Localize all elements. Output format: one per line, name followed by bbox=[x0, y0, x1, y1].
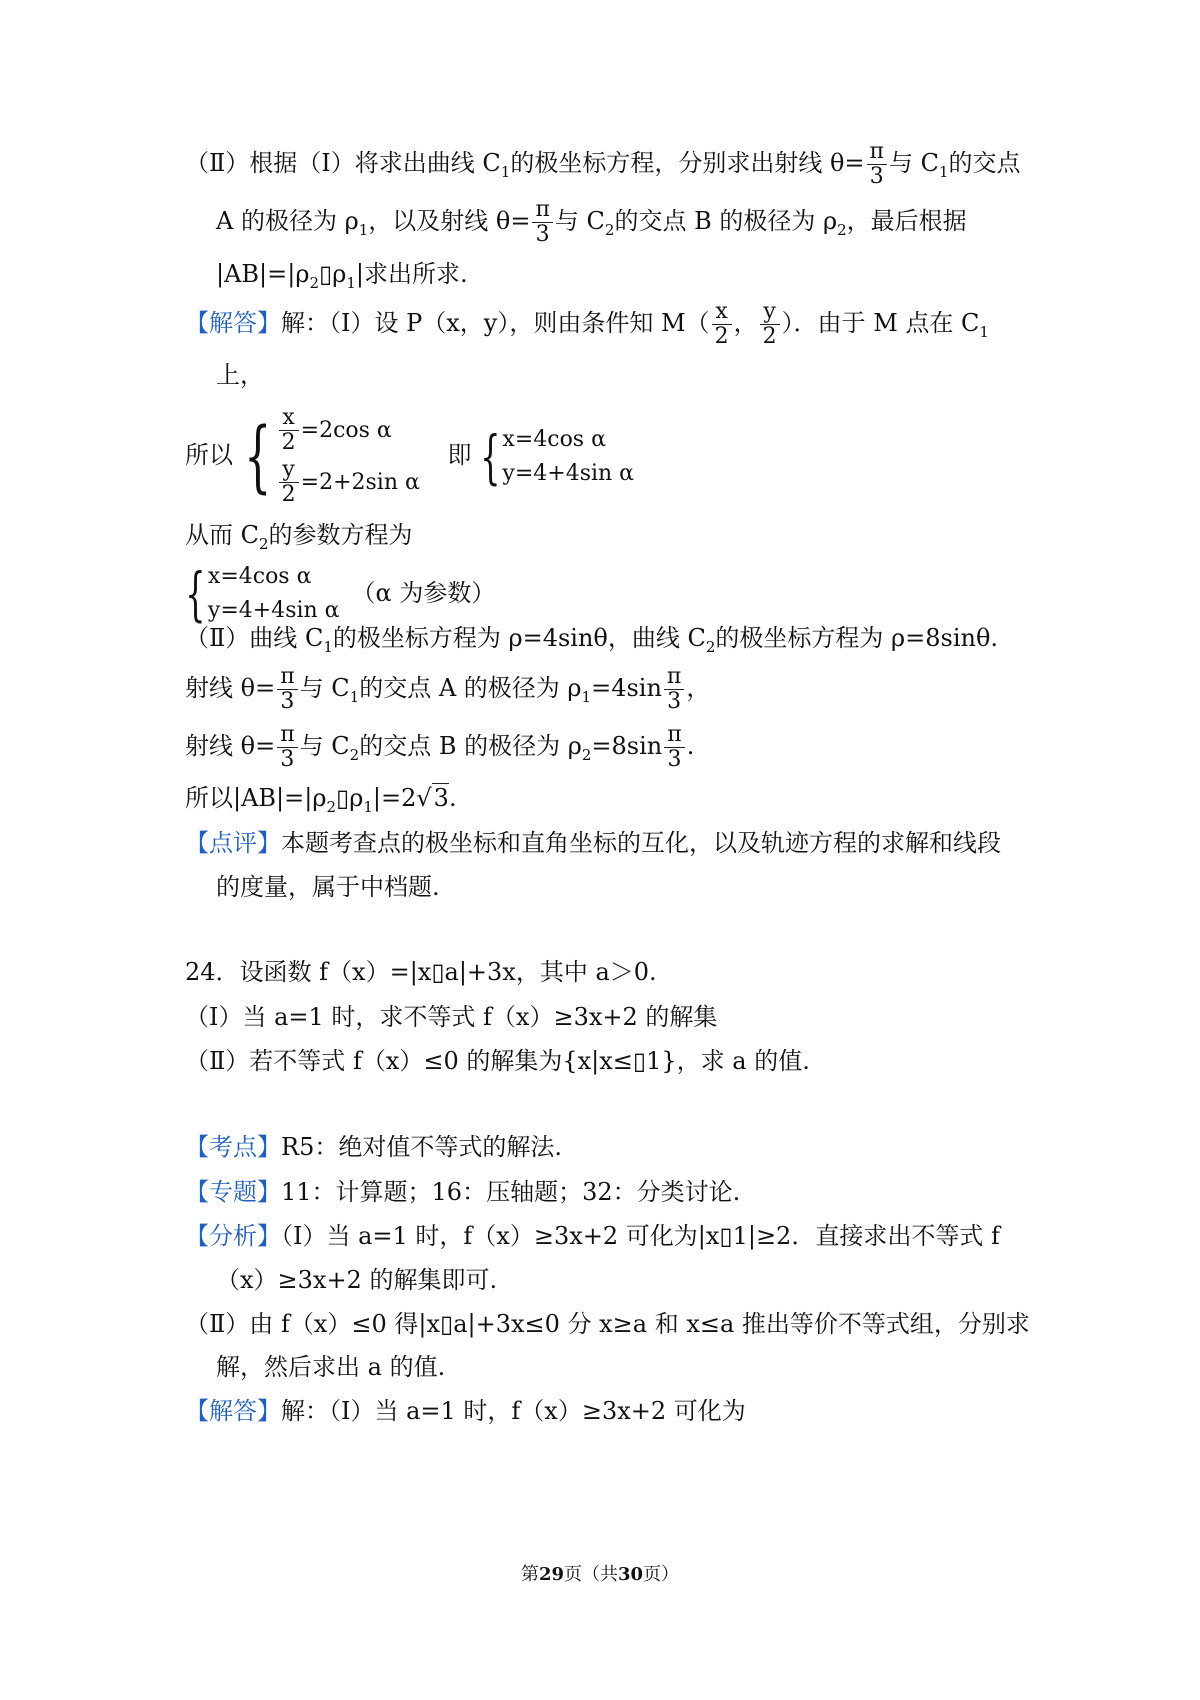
answer-line1: 【解答】解：（Ⅰ）设 P（x，y），则由条件知 M（ $\frac{x}{2}$ ， $\frac{y}{2}$ ）．由于 M 点在 $C_1$ bbox=[185, 299, 989, 349]
analysis-part2-line1: （Ⅱ）根据（Ⅰ）将求出曲线 $C_1$的极坐标方程，分别求出射线 θ= $\frac{\pi}{3}$ 与 $C_1$的交点 bbox=[185, 139, 1021, 189]
q24-part1: （Ⅰ）当 a=1 时，求不等式 f（x）≥3x+2 的解集 bbox=[185, 1003, 718, 1031]
fraction-pi-3: $\frac{\pi}{3}$ bbox=[532, 198, 552, 247]
param-equation-heading: 从而 $C_2$的参数方程为 bbox=[185, 521, 413, 553]
analysis-part2-line3: $|AB|=|\rho_2▯\rho_1|$求出所求. bbox=[216, 260, 468, 292]
system-left: $\frac{x}{2}$ =2cos α $\frac{y}{2}$ =2+2sin α bbox=[277, 405, 420, 509]
analysis-part2-line2: A 的极径为 $\rho_1$，以及射线 θ= $\frac{\pi}{3}$ 与 $C_2$的交点 B 的极径为 $\rho_2$，最后根据 bbox=[216, 197, 967, 247]
q24-part2: （Ⅱ）若不等式 f（x）≤0 的解集为{x|x≤▯1}，求 a 的值. bbox=[185, 1047, 810, 1075]
page-number: 29 bbox=[538, 1564, 564, 1585]
q24-fenxi-line2: （x）≥3x+2 的解集即可. bbox=[216, 1266, 498, 1294]
system-of-equations-1: 所以 { $\frac{x}{2}$ =2cos α $\frac{y}{2}$ =2+2sin α 即 { x=4cos α y=4+4sin α bbox=[185, 405, 635, 507]
system-right: x=4cos α y=4+4sin α bbox=[502, 426, 635, 486]
page-footer: 第29页（共30页） bbox=[520, 1564, 680, 1585]
q24-zhuanti: 【专题】11：计算题；16：压轴题；32：分类讨论. bbox=[185, 1178, 741, 1206]
ray-c1-line: 射线 θ= $\frac{\pi}{3}$ 与 $C_1$的交点 A 的极径为 $\rho_1=4\sin$ $\frac{\pi}{3}$ ， bbox=[185, 664, 711, 714]
fraction-pi-3: $\frac{\pi}{3}$ bbox=[867, 140, 887, 189]
q24-fenxi-line1: 【分析】（Ⅰ）当 a=1 时，f（x）≥3x+2 可化为|x▯1|≥2．直接求出不等式 f bbox=[185, 1222, 1000, 1250]
q24-fenxi-line4: 解，然后求出 a 的值. bbox=[216, 1353, 446, 1381]
answer-part2-polar: （Ⅱ）曲线 $C_1$的极坐标方程为 ρ=4sinθ，曲线 $C_2$的极坐标方程为 ρ=8sinθ. bbox=[185, 624, 999, 656]
kaodian-tag: 【考点】 bbox=[185, 1133, 281, 1161]
total-pages: 30 bbox=[618, 1564, 644, 1585]
param-system: x=4cos α y=4+4sin α bbox=[207, 564, 340, 623]
comment-tag: 【点评】 bbox=[185, 829, 281, 857]
jieda-tag: 【解答】 bbox=[185, 1397, 281, 1425]
comment-line1: 【点评】本题考查点的极坐标和直角坐标的互化，以及轨迹方程的求解和线段 bbox=[185, 829, 1001, 857]
ray-c2-line: 射线 θ= $\frac{\pi}{3}$ 与 $C_2$的交点 B 的极径为 $\rho_2=8\sin$ $\frac{\pi}{3}$ . bbox=[185, 722, 695, 772]
answer-line2: 上， bbox=[216, 361, 264, 389]
q24-kaodian: 【考点】R5：绝对值不等式的解法. bbox=[185, 1133, 562, 1161]
q24-jieda: 【解答】解：（Ⅰ）当 a=1 时，f（x）≥3x+2 可化为 bbox=[185, 1397, 746, 1425]
zhuanti-tag: 【专题】 bbox=[185, 1178, 281, 1206]
ab-result-line: 所以$|AB|=|\rho_2▯\rho_1|=2√3$. bbox=[185, 784, 457, 816]
system-of-equations-2: { x=4cos α y=4+4sin α （α 为参数） bbox=[185, 560, 496, 628]
answer-tag: 【解答】 bbox=[185, 309, 281, 337]
fenxi-tag: 【分析】 bbox=[185, 1222, 281, 1250]
q24-stem: 24．设函数 f（x）=|x▯a|+3x，其中 a＞0. bbox=[185, 958, 657, 986]
comment-line2: 的度量，属于中档题. bbox=[216, 873, 440, 901]
q24-fenxi-line3: （Ⅱ）由 f（x）≤0 得|x▯a|+3x≤0 分 x≥a 和 x≤a 推出等价不等式组，分别求 bbox=[185, 1310, 1030, 1338]
